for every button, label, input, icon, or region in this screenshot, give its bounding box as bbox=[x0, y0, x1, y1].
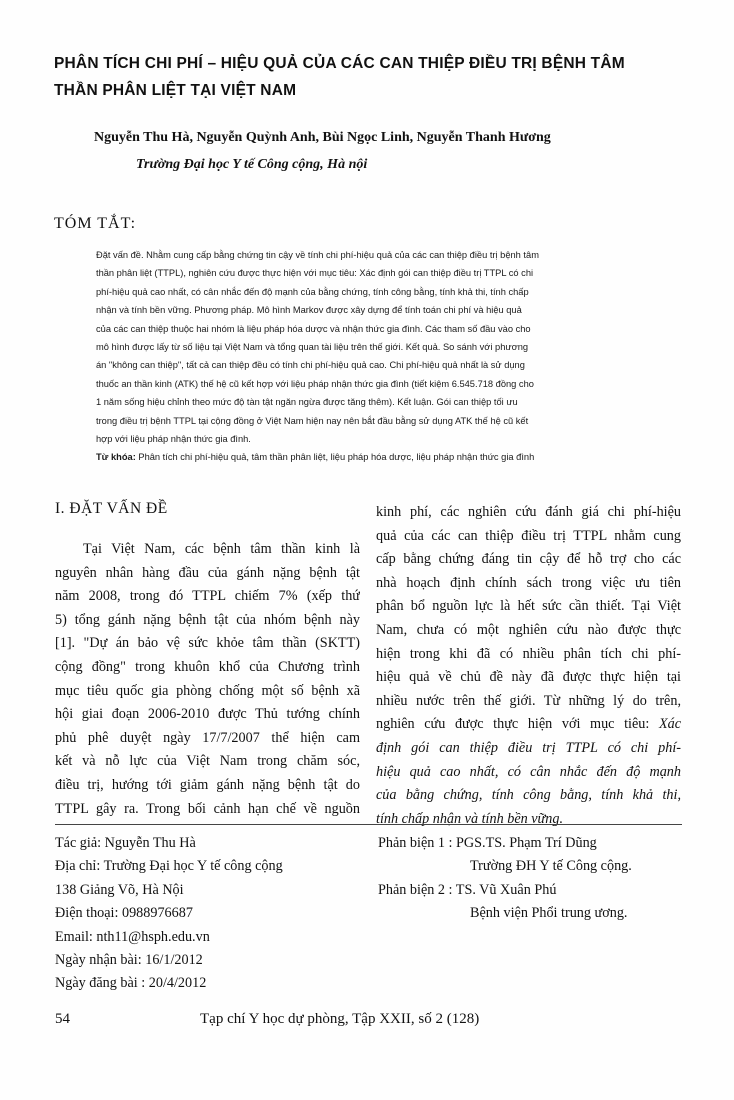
paragraph-line: cộng đồng" trong khuôn khổ của Chương trình bbox=[55, 658, 360, 675]
paragraph-line: nhà hoạch định chính sách trong việc ưu tiên bbox=[376, 574, 681, 591]
reviewers bbox=[378, 832, 698, 926]
abstract-line: trong điều trị bệnh TTPL tại cộng đồng ở Việt Nam hiện nay nên bắt đầu bằng sử dụng ATK thế hệ cũ kết bbox=[96, 415, 529, 426]
paragraph-line: kinh phí, các nghiên cứu đánh giá chi phí-hiệu bbox=[376, 504, 681, 520]
abstract-line: Đặt vấn đề. Nhằm cung cấp bằng chứng tin cậy về tính chi phí-hiệu quả của các can thiệp điều trị bệnh tâm bbox=[96, 250, 539, 260]
reviewer-1 bbox=[378, 832, 698, 855]
objective-line: của bằng chứng, tính công bằng, tính khả thi, bbox=[376, 787, 681, 804]
abstract-line: 1 năm sống hiệu chỉnh theo mức độ tàn tật ngăn ngừa được tăng thêm). Kết luận. Gói can thiệp tối ưu bbox=[96, 397, 518, 408]
section-heading: I. ĐẶT VẤN ĐỀ bbox=[55, 500, 168, 517]
right-column bbox=[376, 501, 681, 831]
reviewer-org: Bệnh viện Phổi trung ương. bbox=[470, 905, 628, 922]
author-info bbox=[55, 832, 375, 996]
paragraph-line: năm 2008, trong đó TTPL chiếm 7% (xếp thứ bbox=[55, 588, 360, 605]
paragraph-line: phủ phê duyệt ngày 17/7/2007 thể hiện cam bbox=[55, 729, 360, 746]
paragraph-line: hiệu quả về chủ đề này đã được thực hiện tại bbox=[376, 669, 681, 686]
paragraph-line: hội giai đoạn 2006-2010 được Thủ tướng chính bbox=[55, 706, 360, 723]
paragraph-line: nguyên nhân hàng đầu của gánh nặng bệnh tật bbox=[55, 564, 360, 581]
keywords-label: Từ khóa: bbox=[96, 452, 136, 463]
paragraph-line: quả của các can thiệp điều trị TTPL nhằm cung bbox=[376, 527, 681, 544]
objective-line: định gói can thiệp điều trị TTPL có chi phí- bbox=[376, 739, 681, 756]
author-info-line: Ngày nhận bài: 16/1/2012 bbox=[55, 952, 203, 969]
title-line: PHÂN TÍCH CHI PHÍ – HIỆU QUẢ CỦA CÁC CAN THIỆP ĐIỀU TRỊ BỆNH TÂM bbox=[54, 55, 625, 72]
author-list: Nguyễn Thu Hà, Nguyễn Quỳnh Anh, Bùi Ngọc Linh, Nguyễn Thanh Hương bbox=[94, 130, 551, 145]
objective-intro: nghiên cứu được thực hiện với mục tiêu: bbox=[376, 716, 650, 733]
author-info-line: 138 Giảng Võ, Hà Nội bbox=[55, 881, 184, 898]
affiliation: Trường Đại học Y tế Công cộng, Hà nội bbox=[136, 157, 368, 172]
author-info-line: Địa chỉ: Trường Đại học Y tế công cộng bbox=[55, 858, 283, 875]
paragraph-line: Nam, chưa có một nghiên cứu nào được thực bbox=[376, 621, 681, 638]
abstract-line: mô hình được lấy từ số liệu tại Việt Nam và tổng quan tài liệu trên thế giới. Kết quả. So sánh với phương bbox=[96, 342, 529, 353]
left-column bbox=[55, 538, 360, 821]
paragraph-line: hiện trong khi đã có nhiều phân tích chi phí- bbox=[376, 645, 681, 662]
paragraph-line: điều trị, hướng tới giảm gánh nặng bệnh tật do bbox=[55, 776, 360, 793]
objective-line: tính chấp nhận và tính bền vững. bbox=[376, 810, 564, 827]
abstract-line: án "không can thiệp", tất cả can thiệp đều có tính chi phí-hiệu quả cao. Chi phí-hiệu quả nhất là sử dụng bbox=[96, 360, 525, 371]
abstract-heading: TÓM TẮT: bbox=[54, 215, 137, 232]
reviewer-name: TS. Vũ Xuân Phú bbox=[455, 881, 557, 898]
author-info-line: Ngày đăng bài : 20/4/2012 bbox=[55, 975, 207, 992]
abstract-line: phí-hiệu quả cao nhất, có cân nhắc đến độ mạnh của bằng chứng, tính công bằng, tính khả thi, tính chấp bbox=[96, 286, 529, 297]
reviewer-label: Phản biện 2 : bbox=[378, 881, 453, 898]
reviewer-name: PGS.TS. Phạm Trí Dũng bbox=[456, 835, 597, 851]
abstract-line: nhận và tính bền vững. Phương pháp. Mô hình Markov được xây dựng để tính toán chi phí và hiệu quả bbox=[96, 305, 522, 316]
abstract-line: thuốc an thần kinh (ATK) thế hệ cũ kết hợp với liệu pháp nhận thức gia đình (tiết kiệm 6.545.718 đồng cho bbox=[96, 378, 534, 389]
objective-italic-start: Xác bbox=[658, 716, 681, 733]
reviewer-org: Trường ĐH Y tế Công cộng. bbox=[470, 858, 632, 875]
paragraph-line: nhiều nước trên thế giới. Từ những lý do trên, bbox=[376, 692, 681, 709]
paragraph-line: kết và nỗ lực của Việt Nam trong chăm sóc, bbox=[55, 753, 360, 770]
abstract-line: hợp với liệu pháp nhận thức gia đình. bbox=[96, 434, 251, 445]
journal-footer: Tạp chí Y học dự phòng, Tập XXII, số 2 (128) bbox=[200, 1011, 480, 1027]
paragraph-line: [1]. "Dự án bảo vệ sức khỏe tâm thần (SKTT) bbox=[55, 635, 360, 652]
paragraph-line: cấp bằng chứng đáng tin cậy để hỗ trợ cho các bbox=[376, 551, 681, 568]
author-info-line: Email: nth11@hsph.edu.vn bbox=[55, 928, 210, 945]
paragraph-line bbox=[376, 713, 681, 737]
paragraph-line: mục tiêu quốc gia phòng chống một số bệnh xã bbox=[55, 682, 360, 699]
article-title bbox=[54, 50, 694, 104]
abstract-body bbox=[96, 246, 690, 467]
paragraph-line: 5) tổng gánh nặng bệnh tật của nhóm bệnh này bbox=[55, 611, 360, 628]
paragraph-line: phân bổ nguồn lực là hết sức cần thiết. Tại Việt bbox=[376, 598, 681, 615]
author-info-line: Tác giả: Nguyễn Thu Hà bbox=[55, 835, 196, 851]
page-number: 54 bbox=[55, 1011, 70, 1027]
objective-line: hiệu quả cao nhất, có cân nhắc đến độ mạnh bbox=[376, 763, 681, 780]
reviewer-label: Phản biện 1 : bbox=[378, 835, 453, 851]
abstract-line: thần phân liệt (TTPL), nghiên cứu được thực hiện với mục tiêu: Xác định gói can thiệp điều trị TTPL có chi bbox=[96, 268, 534, 279]
title-line: THẦN PHÂN LIỆT TẠI VIỆT NAM bbox=[54, 82, 297, 99]
reviewer-2 bbox=[378, 879, 698, 902]
paragraph-line: Tại Việt Nam, các bệnh tâm thần kinh là bbox=[83, 541, 360, 557]
paragraph-line: TTPL gây ra. Trong bối cảnh hạn chế về nguồn bbox=[55, 800, 360, 817]
abstract-line: của các can thiệp thuộc hai nhóm là liệu pháp hóa dược và nhận thức gia đình. Các tham số đầu vào cho bbox=[96, 323, 531, 334]
keywords-text: Phân tích chi phí-hiệu quả, tâm thần phân liệt, liệu pháp hóa dược, liệu pháp nhận thức gia đình bbox=[138, 452, 535, 463]
keywords-line bbox=[96, 448, 690, 466]
author-info-line: Điện thoại: 0988976687 bbox=[55, 905, 193, 922]
footnote-divider bbox=[55, 824, 682, 825]
